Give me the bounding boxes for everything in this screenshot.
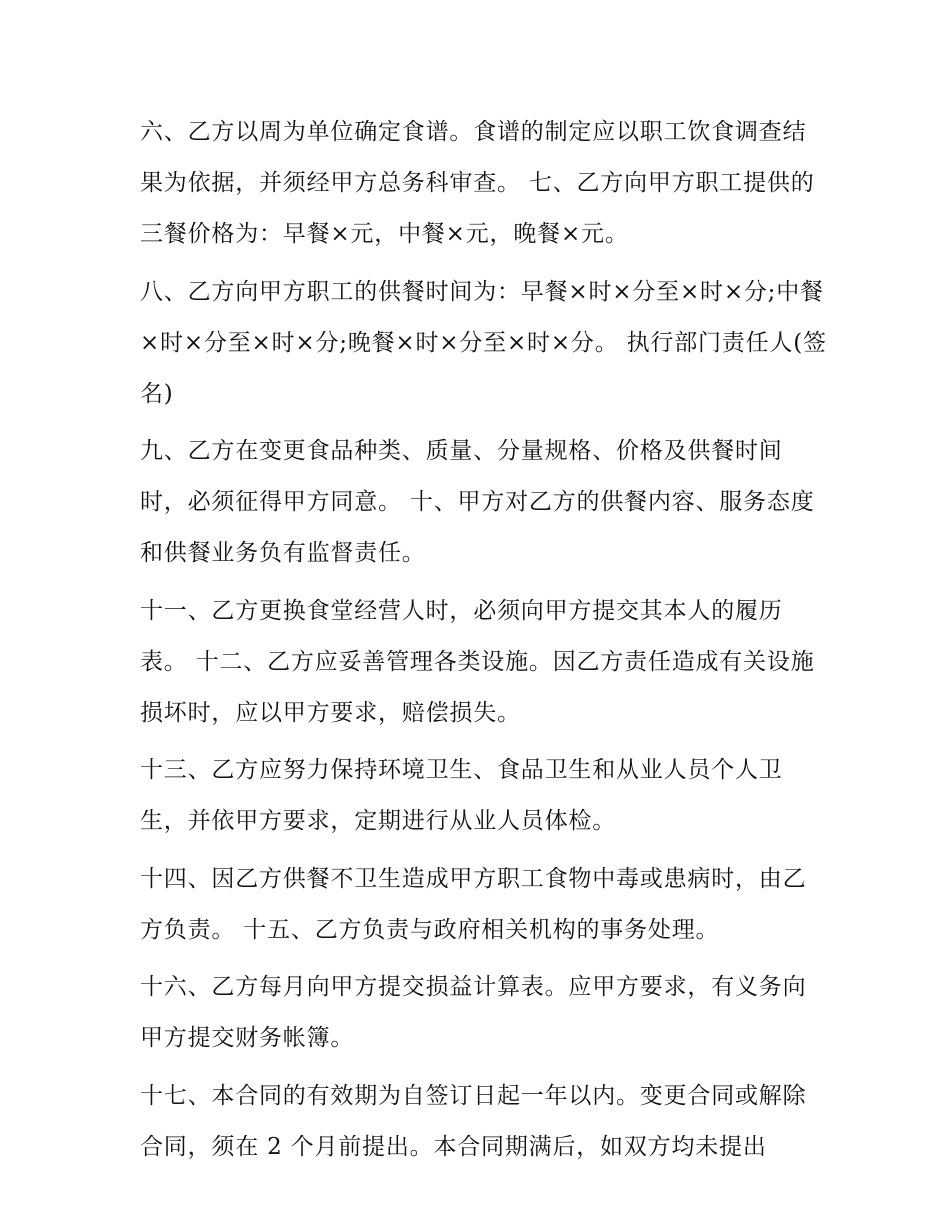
paragraph-clause-13: 十三、乙方应努力保持环境卫生、食品卫生和从业人员个人卫生，并依甲方要求，定期进行从业人员体检。 — [140, 757, 783, 834]
paragraph-clause-11-12: 十一、乙方更换食堂经营人时，必须向甲方提交其本人的履历表。 十二、乙方应妥善管理各类设施。因乙方责任造成有关设施损坏时，应以甲方要求，赔偿损失。 — [140, 597, 815, 726]
paragraph-clause-8: 八、乙方向甲方职工的供餐时间为：早餐×时×分至×时×分;中餐×时×分至×时×分;晚餐×时×分至×时×分。 执行部门责任人(签名) — [140, 278, 827, 407]
paragraph-clause-6-7: 六、乙方以周为单位确定食谱。食谱的制定应以职工饮食调查结果为依据，并须经甲方总务科审查。 七、乙方向甲方职工提供的三餐价格为：早餐×元，中餐×元，晚餐×元。 — [140, 119, 815, 247]
paragraph-clause-9-10: 九、乙方在变更食品种类、质量、分量规格、价格及供餐时间时，必须征得甲方同意。 十、甲方对乙方的供餐内容、服务态度和供餐业务负有监督责任。 — [140, 438, 815, 566]
paragraph-clause-17: 十七、本合同的有效期为自签订日起一年以内。变更合同或解除合同，须在 2 个月前提出。本合同期满后，如双方均未提出 — [140, 1082, 807, 1160]
paragraph-clause-14-15: 十四、因乙方供餐不卫生造成甲方职工食物中毒或患病时，由乙方负责。 十五、乙方负责与政府相关机构的事务处理。 — [140, 865, 807, 943]
paragraph-clause-16: 十六、乙方每月向甲方提交损益计算表。应甲方要求，有义务向甲方提交财务帐簿。 — [140, 974, 807, 1051]
document-body — [140, 107, 830, 1173]
